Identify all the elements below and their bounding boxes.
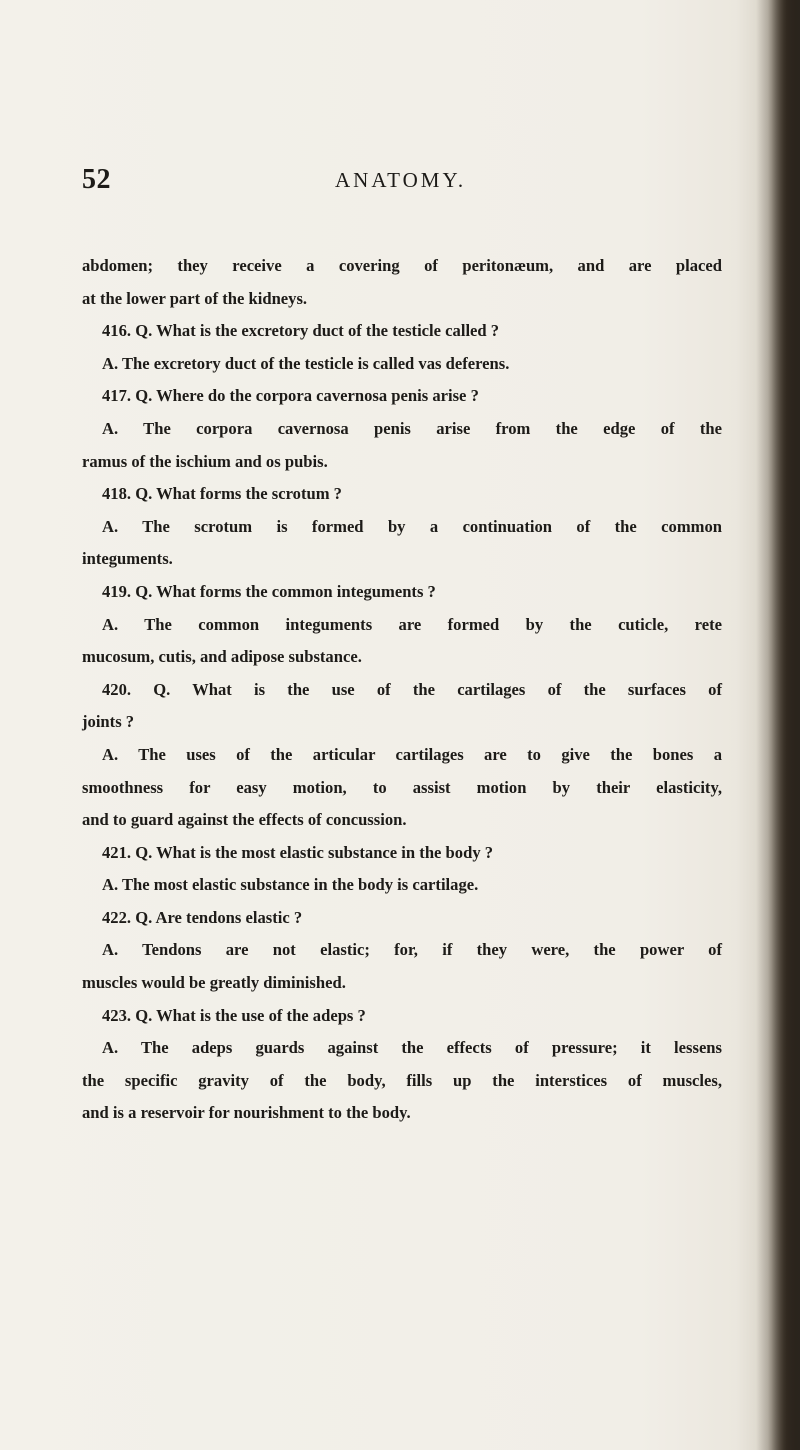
text-line: abdomen; they receive a covering of peritonæum, and are placed bbox=[82, 256, 722, 275]
text-line: 423. Q. What is the use of the adeps ? bbox=[102, 1005, 366, 1025]
text-line: 417. Q. Where do the corpora cavernosa penis arise ? bbox=[102, 386, 479, 406]
text-line: A. The excretory duct of the testicle is called vas deferens. bbox=[102, 353, 510, 373]
text-line: A. The common integuments are formed by the cuticle, rete bbox=[102, 614, 722, 634]
page-binding-shadow bbox=[756, 0, 800, 1450]
text-line: 418. Q. What forms the scrotum ? bbox=[102, 484, 342, 504]
page-text bbox=[82, 250, 722, 1130]
text-line: A. The scrotum is formed by a continuation of the common bbox=[102, 516, 722, 536]
text-line: 416. Q. What is the excretory duct of the testicle called ? bbox=[102, 321, 500, 341]
running-head: ANATOMY. bbox=[335, 168, 467, 192]
text-line: A. The adeps guards against the effects of pressure; it lessens bbox=[102, 1038, 722, 1058]
text-line: and is a reservoir for nourishment to the body. bbox=[82, 1103, 411, 1123]
text-line: 419. Q. What forms the common integuments ? bbox=[102, 581, 436, 601]
text-line: 421. Q. What is the most elastic substance in the body ? bbox=[102, 842, 494, 862]
text-line: at the lower part of the kidneys. bbox=[82, 288, 308, 308]
text-line: A. The corpora cavernosa penis arise from the edge of the bbox=[102, 418, 722, 438]
text-line: A. The uses of the articular cartilages are to give the bones a bbox=[102, 744, 722, 764]
page-number: 52 bbox=[82, 164, 111, 195]
text-line: joints ? bbox=[82, 712, 135, 732]
text-line: smoothness for easy motion, to assist motion by their elasticity, bbox=[82, 777, 722, 797]
text-line: muscles would be greatly diminished. bbox=[82, 973, 346, 993]
text-line: 422. Q. Are tendons elastic ? bbox=[102, 907, 303, 927]
text-line: A. The most elastic substance in the body is cartilage. bbox=[102, 875, 479, 895]
text-line: ramus of the ischium and os pubis. bbox=[82, 451, 328, 471]
text-line: and to guard against the effects of concussion. bbox=[82, 810, 407, 830]
text-line: 420. Q. What is the use of the cartilages of the surfaces of bbox=[102, 679, 722, 699]
text-line: mucosum, cutis, and adipose substance. bbox=[82, 647, 362, 667]
text-line: the specific gravity of the body, fills up the interstices of muscles, bbox=[82, 1070, 722, 1090]
text-line: A. Tendons are not elastic; for, if they were, the power of bbox=[102, 940, 722, 960]
page-header bbox=[82, 164, 722, 222]
text-line: integuments. bbox=[82, 549, 173, 569]
